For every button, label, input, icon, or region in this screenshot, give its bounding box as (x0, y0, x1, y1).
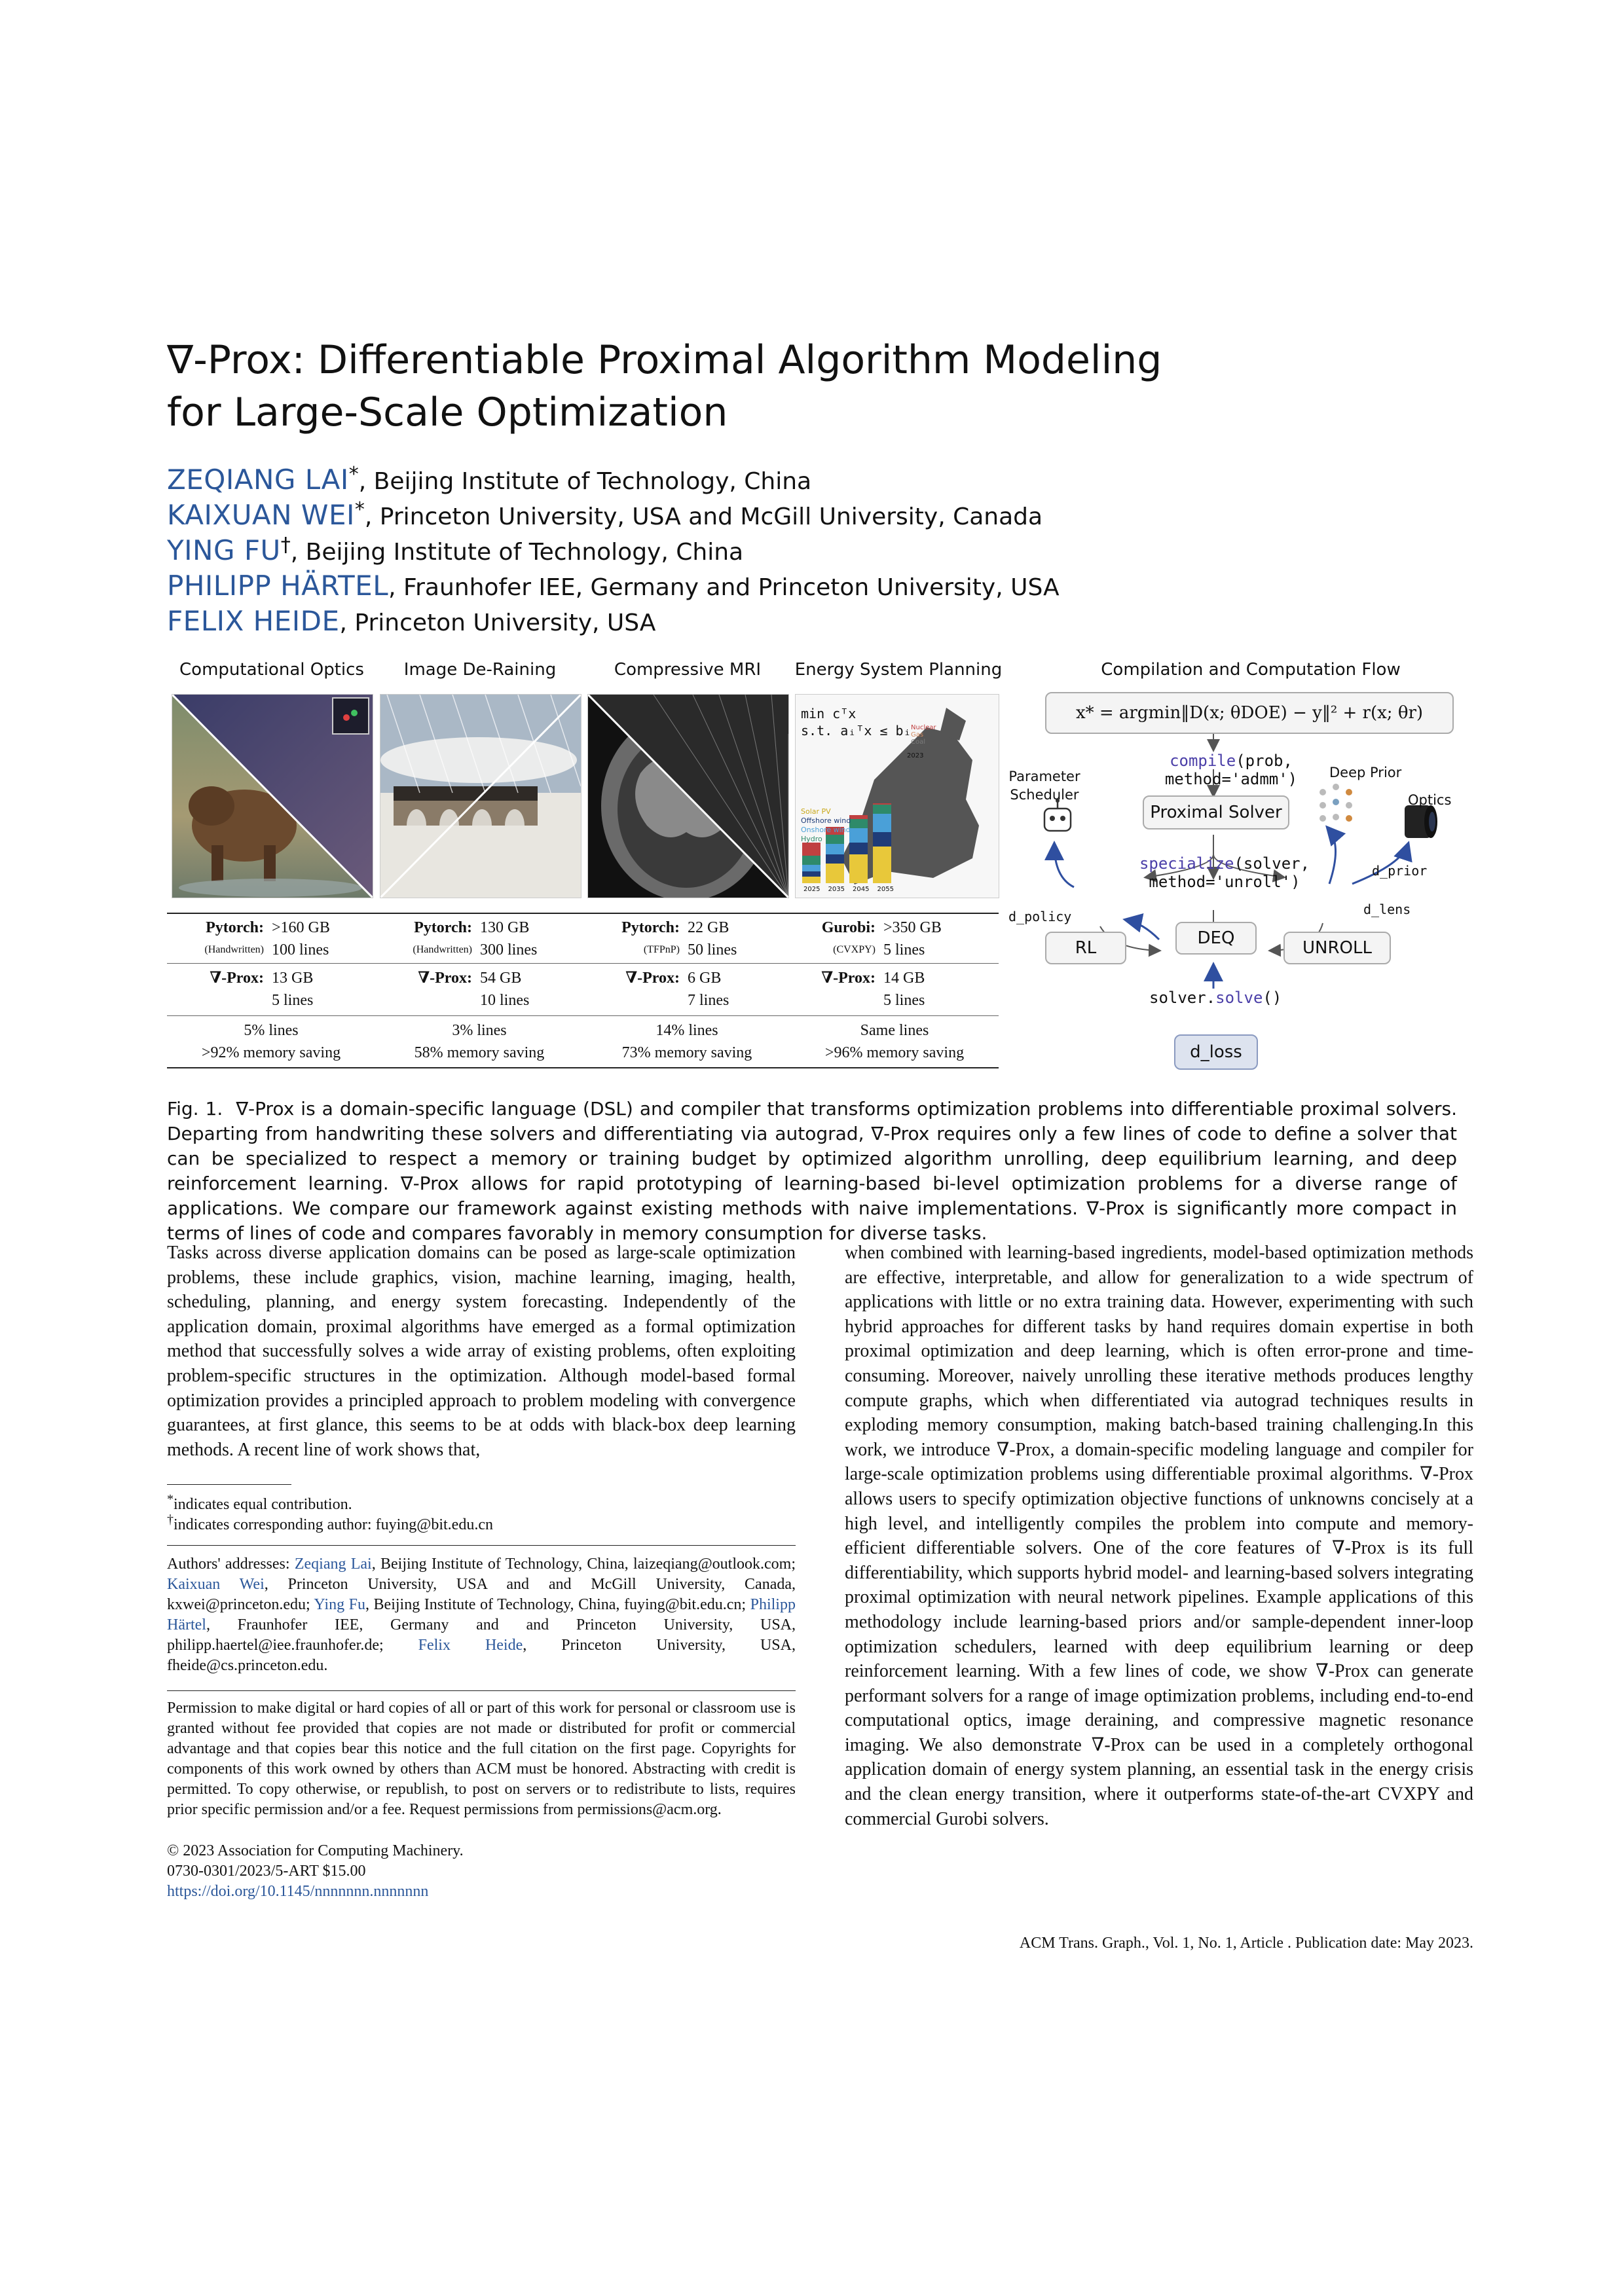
proximal-solver-box: Proximal Solver (1143, 795, 1289, 829)
unroll-box: UNROLL (1283, 932, 1391, 964)
author-name[interactable]: KAIXUAN WEI (167, 499, 355, 531)
legend-gas: Gas (911, 731, 924, 738)
paper-title (167, 334, 1215, 439)
energy-bar-segment (873, 805, 891, 814)
baseline-lines: 300 lines (480, 941, 538, 958)
specialize-call (1061, 854, 1388, 891)
prox-lines: 7 lines (688, 992, 729, 1009)
energy-bar-segment (873, 847, 891, 883)
author-link[interactable]: Philipp Härtel (167, 1596, 796, 1633)
year-label: 2055 (877, 886, 894, 893)
title-line-1: ∇-Prox: Differentiable Proximal Algorithm Modeling (167, 337, 1162, 383)
flow-title: Compilation and Computation Flow (1101, 660, 1401, 680)
author-link[interactable]: Kaixuan Wei (167, 1576, 265, 1593)
d-prior-label: d_prior (1372, 863, 1428, 879)
body-right-column: when combined with learning-based ingredients, model-based optimization methods are effective, interpretable, and allow for generalization to a wide spectrum of applications with little or no extra training data. However, experimenting with such hybrid approaches for different tasks by hand requires domain expertise in both proximal optimization and deep learning, which is often error-prone and time-consuming. Moreover, naively unrolling these iterative methods produces lengthy compute graphs, which when differentiated via autograd techniques results in exploding memory consumption, making batch-based training challenging.In this work, we introduce ∇-Prox, a domain-specific modeling language and compiler for large-scale optimization problems using differentiable proximal algorithms. ∇-Prox allows users to specify optimization objective functions of unknowns concisely at a high level, and intelligently compiles the problem into compute and memory-efficient differentiable solvers. One of the core features of ∇-Prox is its full differentiability, which supports hybrid model- and learning-based solvers integrating proximal optimization with neural network pipelines. Example applications of this methodology include learning-based priors and/or sample-dependent inner-loop optimization schedulers, learned with deep equilibrium learning or deep reinforcement learning. With a few lines of code, we show ∇-Prox can generate performant solvers for a range of image optimization problems, including end-to-end computational optics, image deraining, and compressive magnetic resonance imaging. We also demonstrate ∇-Prox can be used in a completely orthogonal application domain of energy system planning, an essential task in the energy crisis and the clean energy transition, where it outperforms state-of-the-art CVXPY and commercial Gurobi solvers. (845, 1243, 1473, 1829)
prox-label: ∇-Prox: (625, 970, 680, 987)
deep-prior-icon (1320, 784, 1352, 822)
title-line-2: for Large-Scale Optimization (167, 390, 728, 435)
baseline-memory: 130 GB (480, 919, 530, 936)
author-link[interactable]: Felix Heide (418, 1637, 523, 1654)
issn-line: 0730-0301/2023/5-ART $15.00 (167, 1863, 366, 1880)
year-label: 2035 (828, 886, 845, 893)
year-label-single: 2023 (907, 752, 924, 759)
prox-label: ∇-Prox: (418, 970, 472, 987)
prox-cell-energy (790, 967, 999, 1011)
summary-memory: >96% memory saving (824, 1044, 965, 1061)
caption-text: ∇-Prox is a domain-specific language (DSL) and compiler that transforms optimization problems into differentiable proximal solvers. Departing from handwriting these solvers and differentiating via autograd, ∇-Prox requires only a few lines of code to define a solver that can be specialized to respect a memory or training budget by optimized algorithm unrolling, deep equilibrium learning, and deep reinforcement learning. ∇-Prox allows for rapid prototyping of learning-based bi-level optimization problems for a diverse range of applications. We compare our framework against existing methods with naive implementations. ∇-Prox is significantly more compact in terms of lines of code and compares favorably in memory consumption for diverse tasks. (167, 1098, 1457, 1244)
baseline-memory: >160 GB (272, 919, 330, 936)
solve-keyword: solve (1215, 989, 1263, 1007)
baseline-label: Gurobi: (821, 919, 876, 936)
permission-rule (167, 1690, 796, 1691)
panel-title-optics: Computational Optics (179, 660, 364, 680)
optics-image (172, 694, 373, 898)
energy-image (795, 694, 999, 898)
baseline-lines: 50 lines (688, 941, 737, 958)
prox-lines: 5 lines (883, 992, 925, 1009)
specialize-keyword: specialize (1139, 854, 1234, 873)
addresses-lead: Authors' addresses: (167, 1556, 295, 1573)
param-scheduler-line: Parameter (1008, 769, 1080, 784)
panel-title-energy: Energy System Planning (794, 660, 1003, 680)
specialize-args: (solver, method='unroll') (1149, 854, 1310, 891)
figure-caption (167, 1097, 1457, 1246)
energy-bar-segment (802, 843, 821, 856)
baseline-cell-mri (583, 917, 791, 961)
author-mark: † (280, 534, 291, 556)
year-label: 2045 (853, 886, 870, 893)
footnote-corresponding: †indicates corresponding author: fuying@bit.edu.cn (167, 1512, 493, 1533)
prox-memory: 54 GB (480, 970, 522, 987)
mri-image (587, 694, 789, 898)
baseline-label: Pytorch: (414, 919, 472, 936)
baseline-lines: 5 lines (883, 941, 925, 958)
deq-box: DEQ (1175, 922, 1257, 955)
legend-onshore: Onshore wind (801, 826, 851, 834)
table-rule (167, 913, 999, 914)
legend-solar: Solar PV (801, 807, 831, 816)
year-label: 2025 (803, 886, 821, 893)
solver-solve-part: solver. (1149, 989, 1216, 1007)
body-left-column: Tasks across diverse application domains can be posed as large-scale optimization problems, these include graphics, vision, machine learning, imaging, health, scheduling, planning, and energy system forecasting. Independently of the application domain, proximal algorithms have emerged as a formal optimization method that successfully solves a wide array of existing problems, often exploiting problem-specific structures in the optimization. Although model-based formal optimization provides a principled approach to problem modeling with convergence guarantees, at first glance, this seems to be at odds with black-box deep learning methods. A recent line of work shows that, (167, 1243, 796, 1460)
compile-keyword: compile (1170, 752, 1236, 770)
d-loss-box: d_loss (1174, 1034, 1258, 1070)
prox-cell-mri (583, 967, 791, 1011)
table-rule (167, 1015, 999, 1016)
author-name[interactable]: YING FU (167, 534, 281, 566)
baseline-sub: (Handwritten) (413, 944, 472, 955)
baseline-label: Pytorch: (206, 919, 264, 936)
author-affiliation: , Beijing Institute of Technology, China (358, 468, 812, 495)
footnote-equal-text: indicates equal contribution. (174, 1496, 352, 1513)
energy-bar-segment (826, 844, 844, 854)
d-policy-label: d_policy (1008, 909, 1072, 924)
prox-lines: 10 lines (480, 992, 530, 1009)
baseline-cell-deraining (375, 917, 583, 961)
prox-memory: 14 GB (883, 970, 925, 987)
author-affiliation: , Princeton University, USA and McGill University, Canada (364, 503, 1043, 530)
compile-args: (prob, method='admm') (1164, 752, 1298, 788)
baseline-lines: 100 lines (272, 941, 329, 958)
author-link[interactable]: Ying Fu (314, 1596, 365, 1613)
energy-bar-segment (802, 871, 821, 877)
address-text: , Princeton University, USA, fheide@cs.princeton.edu. (167, 1637, 796, 1674)
panel-title-deraining: Image De-Raining (403, 660, 557, 680)
baseline-sub: (Handwritten) (204, 944, 264, 955)
doi-link[interactable]: https://doi.org/10.1145/nnnnnnn.nnnnnnn (167, 1883, 429, 1900)
param-scheduler-line: Scheduler (1010, 787, 1079, 803)
summary-lines: 14% lines (655, 1022, 718, 1039)
author-mark: * (354, 498, 365, 521)
footnote-equal: *indicates equal contribution. (167, 1492, 352, 1513)
energy-bar-segment (849, 854, 868, 883)
prox-lines: 5 lines (272, 992, 314, 1009)
footnote-corresponding-text: indicates corresponding author: fuying@bit.edu.cn (174, 1516, 493, 1533)
lp-objective: min cᵀx (801, 706, 857, 721)
deraining-image (380, 694, 581, 898)
table-rule (167, 963, 999, 964)
energy-bar-segment (849, 815, 868, 819)
address-text: , Beijing Institute of Technology, China, laizeqiang@outlook.com; (371, 1556, 796, 1573)
author-affiliation: , Fraunhofer IEE, Germany and Princeton University, USA (388, 574, 1060, 601)
solver-solve-part: () (1263, 989, 1282, 1007)
energy-bar-segment (802, 856, 821, 865)
objective-box: x* = argmin‖D(x; θDOE) − y‖² + r(x; θr) (1045, 692, 1454, 734)
baseline-memory: 22 GB (688, 919, 729, 936)
address-rule (167, 1545, 796, 1546)
prox-memory: 6 GB (688, 970, 722, 987)
energy-bar-segment (826, 864, 844, 883)
energy-years (800, 886, 898, 893)
author-line (167, 598, 655, 641)
summary-lines: 3% lines (452, 1022, 507, 1039)
author-mark: * (348, 463, 359, 486)
optics-label: Optics (1408, 792, 1452, 808)
energy-legend (801, 807, 851, 844)
author-link[interactable]: Zeqiang Lai (294, 1556, 372, 1573)
lp-constraint: s.t. aᵢᵀx ≤ bᵢ (801, 723, 912, 738)
permission-notice: Permission to make digital or hard copies of all or part of this work for personal or classroom use is granted without fee provided that copies are not made or distributed for profit or commercial advantage and that copies bear this notice and the full citation on the first page. Copyrights for components of this work owned by others than ACM must be honored. Abstracting with credit is permitted. To copy otherwise, or republish, to post on servers or to redistribute to lists, requires prior specific permission and/or a fee. Request permissions from permissions@acm.org. (167, 1700, 796, 1818)
baseline-memory: >350 GB (883, 919, 942, 936)
d-lens-label: d_lens (1363, 902, 1411, 917)
energy-bar-segment (873, 803, 891, 805)
summary-memory: >92% memory saving (201, 1044, 341, 1061)
parameter-scheduler-label (1008, 767, 1080, 804)
legend-hydro: Hydro (801, 835, 822, 843)
summary-cell-mri (583, 1019, 791, 1064)
address-text: , Princeton University, USA and and McGill University, Canada, kxwei@princeton.edu; (167, 1576, 796, 1613)
table-rule (167, 1067, 999, 1068)
summary-memory: 58% memory saving (414, 1044, 545, 1061)
legend-offshore: Offshore wind (801, 816, 851, 825)
address-text: , Fraunhofer IEE, Germany and and Princeton University, USA, philipp.haertel@iee.fraunhofer.de; (167, 1616, 796, 1654)
summary-memory: 73% memory saving (621, 1044, 752, 1061)
energy-bar-segment (802, 865, 821, 871)
energy-bar-segment (873, 814, 891, 832)
legend-coal: Coal (911, 738, 926, 746)
summary-cell-deraining (375, 1019, 583, 1064)
prox-cell-optics (167, 967, 375, 1011)
baseline-sub: (CVXPY) (833, 944, 876, 955)
address-text: , Beijing Institute of Technology, China, fuying@bit.edu.cn; (365, 1596, 750, 1613)
authors-addresses (167, 1554, 796, 1676)
legend-nuclear: Nuclear (911, 724, 936, 731)
summary-lines: 5% lines (244, 1022, 299, 1039)
prox-memory: 13 GB (272, 970, 314, 987)
prox-label: ∇-Prox: (210, 970, 264, 987)
energy-bar-segment (849, 819, 868, 828)
camera-lens-icon (1405, 805, 1437, 838)
author-affiliation: , Princeton University, USA (339, 610, 656, 636)
footnote-rule (167, 1484, 291, 1485)
author-name[interactable]: FELIX HEIDE (167, 605, 340, 637)
energy-bar-segment (802, 877, 821, 883)
baseline-cell-optics (167, 917, 375, 961)
summary-cell-energy (790, 1019, 999, 1064)
deep-prior-label: Deep Prior (1329, 765, 1402, 780)
journal-footer: ACM Trans. Graph., Vol. 1, No. 1, Article . Publication date: May 2023. (1019, 1935, 1473, 1952)
author-name[interactable]: ZEQIANG LAI (167, 464, 349, 496)
energy-legend-2 (911, 724, 936, 746)
solver-solve-call (1149, 989, 1280, 1007)
prox-label: ∇-Prox: (821, 970, 876, 987)
prox-cell-deraining (375, 967, 583, 1011)
author-affiliation: , Beijing Institute of Technology, China (290, 539, 744, 566)
energy-bar-segment (826, 854, 844, 864)
compile-call (1100, 752, 1362, 788)
summary-lines: Same lines (860, 1022, 929, 1039)
energy-bar-segment (849, 828, 868, 843)
rl-box: RL (1045, 932, 1126, 964)
energy-bar-segment (849, 843, 868, 854)
panel-title-mri: Compressive MRI (614, 660, 762, 680)
caption-label: Fig. 1. (167, 1098, 223, 1120)
summary-cell-optics (167, 1019, 375, 1064)
baseline-sub: (TFPnP) (643, 944, 680, 955)
baseline-cell-energy (790, 917, 999, 961)
energy-bar-segment (873, 832, 891, 847)
author-name[interactable]: PHILIPP HÄRTEL (167, 570, 389, 602)
baseline-label: Pytorch: (621, 919, 680, 936)
copyright-line: © 2023 Association for Computing Machinery. (167, 1842, 464, 1859)
